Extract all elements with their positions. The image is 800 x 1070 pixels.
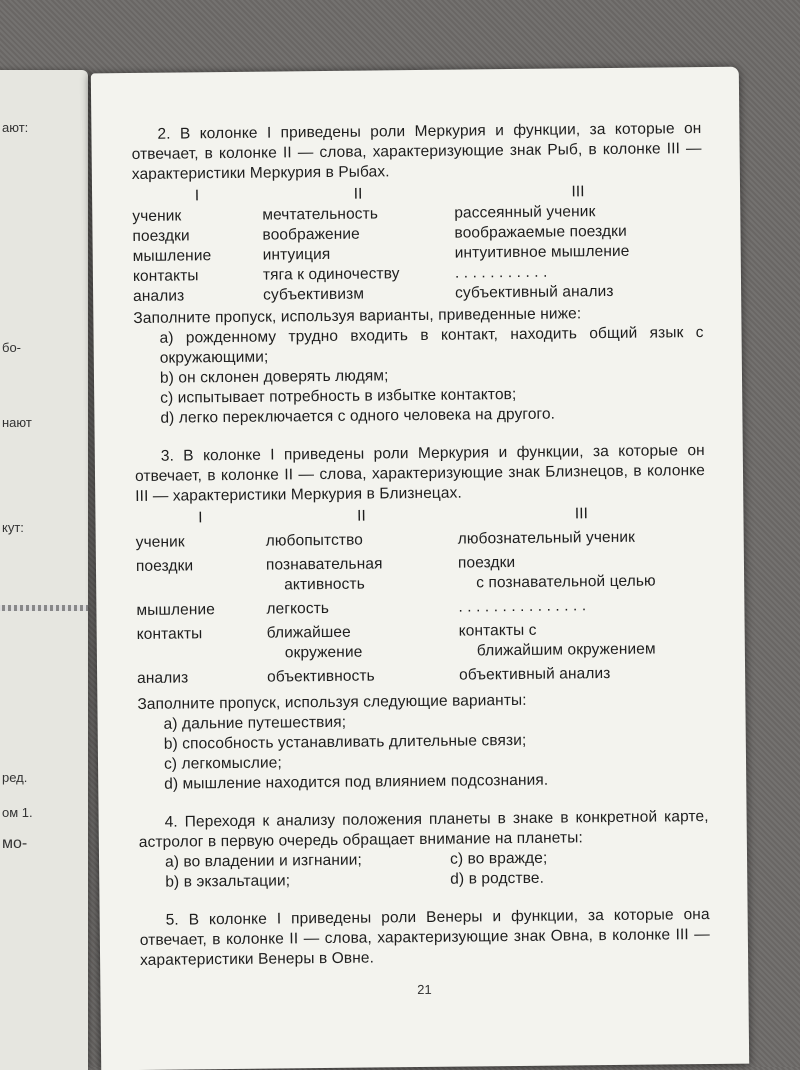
table-cell: ученик <box>132 207 182 225</box>
question-5 <box>140 905 711 971</box>
table-cell: поездки <box>132 227 190 245</box>
columns-table <box>132 181 703 307</box>
table-cell: субъективный анализ <box>455 282 614 302</box>
question-3 <box>135 441 709 795</box>
left-fragment: ом 1. <box>2 805 33 820</box>
option: с) легкомыслие; <box>163 754 282 773</box>
cell-line: контакты с <box>458 621 537 640</box>
cell-line: объективность <box>267 667 375 686</box>
option: d) мышление находится под влиянием подсознания. <box>164 771 549 793</box>
table-cell <box>266 530 458 556</box>
cell-line: окружение <box>284 643 363 662</box>
cell-line: с познавательной целью <box>476 572 656 592</box>
table-cell <box>458 551 706 598</box>
table-cell: . . . . . . . . . . . <box>454 263 548 282</box>
option: а) во владении и изгнании; <box>164 851 362 871</box>
table-cell: воображение <box>262 225 360 244</box>
column-header: I <box>198 509 203 527</box>
left-fragment: ред. <box>2 770 28 785</box>
table-cell: интуитивное мышление <box>454 242 630 262</box>
option: а) дальние путешествия; <box>163 713 347 733</box>
left-fragment: ают: <box>2 120 29 135</box>
table-cell <box>266 554 458 600</box>
option: d) легко переключается с одного человека на другого. <box>160 405 556 427</box>
cell-line: объективный анализ <box>459 665 611 684</box>
table-cell <box>459 619 707 666</box>
cell-line: . . . . . . . . . . . . . . . <box>458 597 587 616</box>
page-number: 21 <box>417 981 432 998</box>
table-cell <box>458 595 706 622</box>
column-header: III <box>574 505 589 523</box>
left-fragment: кут: <box>2 520 24 535</box>
question-intro: 2. В колонке I приведены роли Меркурия и функции, за которые он отвечает, в колонке II — слова, характеризующие знак Рыб, в колонке III — характеристики Меркурия в Рыбах. <box>131 120 702 183</box>
table-cell: анализ <box>133 287 185 305</box>
option: b) он склонен доверять людям; <box>159 367 389 387</box>
table-cell: рассеянный ученик <box>454 203 596 222</box>
table-cell: интуиция <box>262 245 331 264</box>
table-cell: ученик <box>135 533 185 551</box>
page-content <box>131 119 710 989</box>
left-fragment: бо- <box>2 340 22 355</box>
table-cell: контакты <box>136 625 203 643</box>
table-cell <box>266 598 458 624</box>
left-page-stripe <box>0 605 88 611</box>
table-cell <box>267 666 459 692</box>
table-cell <box>458 527 706 554</box>
task-text: Заполните пропуск, используя варианты, приведенные ниже: <box>133 305 582 327</box>
table-cell: тяга к одиночеству <box>262 265 400 284</box>
option: b) способность устанавливать длительные связи; <box>163 731 527 753</box>
table-cell <box>267 622 459 668</box>
cell-line: ближайшим окружением <box>476 640 656 660</box>
table-cell: поездки <box>135 557 194 575</box>
table-cell: мышление <box>132 247 212 265</box>
question-4 <box>139 807 710 893</box>
cell-line: активность <box>284 575 365 594</box>
cell-line: любознательный ученик <box>457 528 636 548</box>
cell-line: легкость <box>266 599 330 618</box>
column-header: III <box>571 183 585 201</box>
book-page <box>91 67 749 1070</box>
columns-table <box>135 503 707 693</box>
left-page-edge <box>0 70 88 1070</box>
cell-line: поездки <box>457 554 516 572</box>
left-fragment: нают <box>2 415 32 430</box>
table-cell: субъективизм <box>263 285 365 304</box>
question-intro: 5. В колонке I приведены роли Венеры и функции, за которые она отвечает, в колонке II — слова, характеризующие знак Овна, в колонке III — характеристики Венеры в Овне. <box>139 905 710 969</box>
cell-line: познавательная <box>265 555 383 574</box>
options-grid <box>139 847 709 893</box>
question-intro: 3. В колонке I приведены роли Меркурия и функции, за которые он отвечает, в колонке II — слова, характеризующие знак Близнецов, в колонке III — характеристики Меркурия в Близнецах. <box>134 442 706 505</box>
question-2 <box>131 119 704 429</box>
option: с) во вражде; <box>449 849 548 868</box>
question-intro: 4. Переходя к анализу положения планеты в знаке в конкретной карте, астролог в первую очередь обращает внимание на планеты: <box>138 807 709 851</box>
task-text: Заполните пропуск, используя следующие варианты: <box>137 691 527 713</box>
option: а) рожденному трудно входить в контакт, находить общий язык с окружающими; <box>159 324 704 367</box>
column-header: I <box>194 187 200 205</box>
left-fragment: мо- <box>2 835 28 852</box>
option: d) в родстве. <box>450 869 545 888</box>
column-header: II <box>356 507 366 525</box>
cell-line: любопытство <box>265 531 364 550</box>
table-cell: мышление <box>136 601 216 619</box>
option: b) в экзальтации; <box>165 872 291 891</box>
table-cell: контакты <box>132 267 199 285</box>
column-header: II <box>353 185 363 203</box>
cell-line: ближайшее <box>266 623 351 642</box>
table-cell: мечтательность <box>262 205 379 224</box>
table-cell: анализ <box>137 669 189 687</box>
table-cell <box>459 663 707 690</box>
option: с) испытывает потребность в избытке контактов; <box>160 385 517 407</box>
table-cell: воображаемые поездки <box>454 222 627 242</box>
